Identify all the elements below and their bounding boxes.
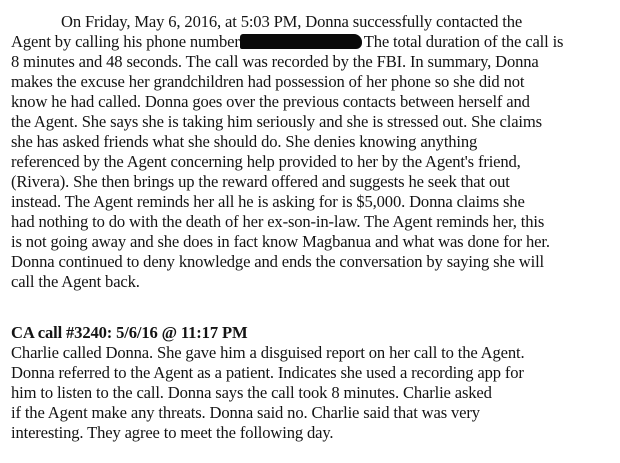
paragraph-1-line-1: On Friday, May 6, 2016, at 5:03 PM, Donna successfully contacted the — [61, 12, 523, 31]
paragraph-1-line-2-end: The total duration of the call is — [363, 32, 564, 51]
paragraph-1-line-14: call the Agent back. — [11, 272, 140, 291]
paragraph-1-line-2 — [11, 32, 563, 52]
section-2-line-5: interesting. They agree to meet the following day. — [11, 423, 334, 442]
paragraph-1-line-7: she has asked friends what she should do. She denies knowing anything — [11, 132, 478, 151]
section-2-line-4: if the Agent make any threats. Donna said no. Charlie said that was very — [11, 403, 480, 422]
paragraph-1-line-6: the Agent. She says she is taking him seriously and she is stressed out. She claims — [11, 112, 542, 131]
section-2-line-1: Charlie called Donna. She gave him a disguised report on her call to the Agent. — [11, 343, 525, 362]
section-2-line-3: him to listen to the call. Donna says the call took 8 minutes. Charlie asked — [11, 383, 492, 402]
paragraph-1-line-12: is not going away and she does in fact know Magbanua and what was done for her. — [11, 232, 550, 251]
paragraph-1-line-13: Donna continued to deny knowledge and ends the conversation by saying she will — [11, 252, 545, 271]
paragraph-1-line-2-start: Agent by calling his phone number — [11, 32, 240, 51]
section-2-heading: CA call #3240: 5/6/16 @ 11:17 PM — [11, 323, 248, 342]
paragraph-1-line-11: had nothing to do with the death of her ex-son-in-law. The Agent reminds her, this — [11, 212, 545, 231]
paragraph-1-line-3: 8 minutes and 48 seconds. The call was recorded by the FBI. In summary, Donna — [11, 52, 539, 71]
paragraph-1-line-9: (Rivera). She then brings up the reward offered and suggests he seek that out — [11, 172, 510, 191]
section-2-line-2: Donna referred to the Agent as a patient. Indicates she used a recording app for — [11, 363, 524, 382]
redaction-block — [240, 34, 362, 49]
paragraph-1-line-5: know he had called. Donna goes over the previous contacts between herself and — [11, 92, 530, 111]
paragraph-1-line-4: makes the excuse her grandchildren had possession of her phone so she did not — [11, 72, 525, 91]
paragraph-1-line-10: instead. The Agent reminds her all he is asking for is $5,000. Donna claims she — [11, 192, 525, 211]
paragraph-1-line-8: referenced by the Agent concerning help provided to her by the Agent's friend, — [11, 152, 521, 171]
